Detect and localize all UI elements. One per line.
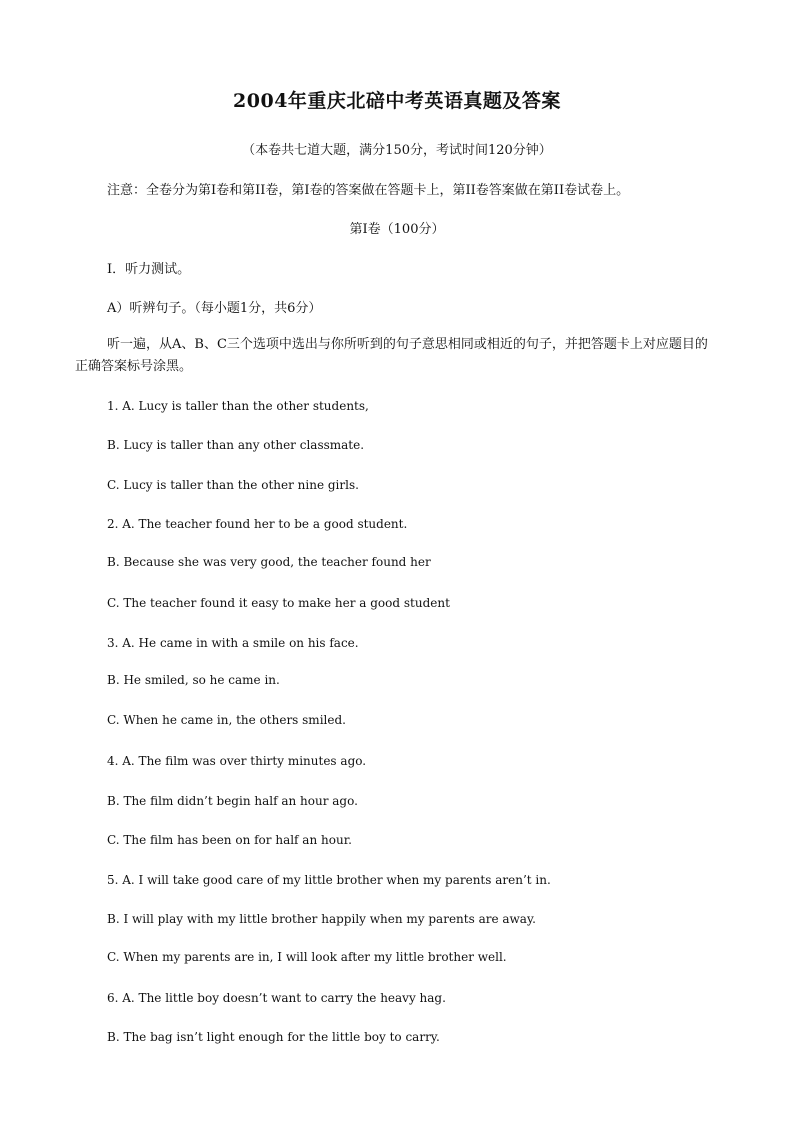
question-option: C. Lucy is taller than the other nine girls. [107, 478, 359, 492]
question-option: 5. A. I will take good care of my little brother when my parents aren’t in. [107, 873, 551, 887]
document-title: 2004年重庆北碚中考英语真题及答案 [233, 90, 561, 112]
part-title: 第I卷（100分） [349, 222, 445, 237]
question-option: 2. A. The teacher found her to be a good student. [107, 517, 408, 531]
question-option: B. Lucy is taller than any other classmate. [107, 438, 365, 452]
section-heading: I．听力测试。 [107, 262, 191, 277]
question-option: 4. A. The film was over thirty minutes ago. [107, 754, 367, 768]
question-option: C. When he came in, the others smiled. [107, 713, 346, 727]
question-option: C. When my parents are in, I will look after my little brother well. [107, 950, 507, 964]
question-option: B. The film didn’t begin half an hour ago. [107, 794, 358, 808]
question-option: C. The teacher found it easy to make her a good student [107, 596, 450, 610]
question-option: B. Because she was very good, the teacher found her [107, 555, 431, 569]
question-option: 6. A. The little boy doesn’t want to carry the heavy hag. [107, 991, 446, 1005]
question-option: 3. A. He came in with a smile on his face. [107, 636, 359, 650]
exam-note: 注意：全卷分为第I卷和第II卷，第I卷的答案做在答题卡上，第II卷答案做在第II卷试卷上。 [107, 183, 630, 198]
subsection-heading: A）听辨句子。（每小题1分，共6分） [107, 301, 322, 316]
instructions-paragraph: 听一遍，从A、B、C三个选项中选出与你所听到的句子意思相同或相近的句子，并把答题卡上对应题目的正确答案标号涂黑。 [75, 337, 708, 374]
question-option: C. The film has been on for half an hour. [107, 833, 352, 847]
question-option: 1. A. Lucy is taller than the other students, [107, 399, 369, 413]
question-option: B. He smiled, so he came in. [107, 673, 280, 687]
document-subtitle: （本卷共七道大题，满分150分，考试时间120分钟） [242, 143, 552, 158]
question-option: B. I will play with my little brother happily when my parents are away. [107, 912, 536, 926]
question-option: B. The bag isn’t light enough for the little boy to carry. [107, 1030, 440, 1044]
